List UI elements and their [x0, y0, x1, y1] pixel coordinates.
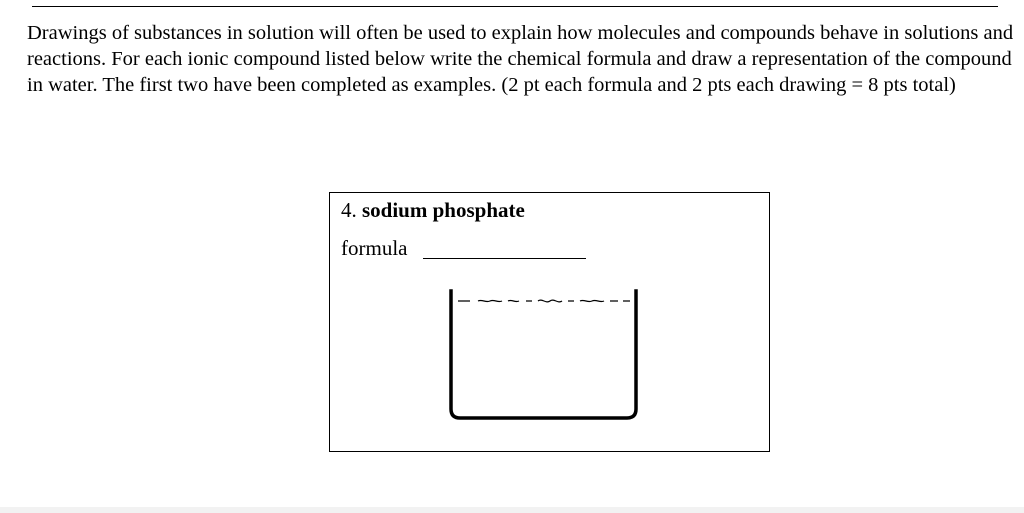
question-title	[341, 197, 525, 223]
bottom-edge	[0, 507, 1024, 513]
question-box	[329, 192, 770, 452]
beaker-drawing-area[interactable]	[442, 285, 642, 430]
formula-label: formula	[341, 236, 408, 260]
instructions-paragraph: Drawings of substances in solution will often be used to explain how molecules and compounds behave in solutions and reactions. For each ionic compound listed below write the chemical formula and draw a representation of the compound in water. The first two have been completed as examples. (2 pt each formula and 2 pts each drawing = 8 pts total)	[27, 22, 1014, 96]
beaker-icon	[442, 285, 642, 425]
formula-answer-blank[interactable]	[423, 258, 586, 259]
top-divider	[32, 6, 998, 7]
water-surface-line	[458, 300, 630, 302]
compound-name: sodium phosphate	[362, 198, 525, 222]
question-number: 4.	[341, 198, 357, 222]
